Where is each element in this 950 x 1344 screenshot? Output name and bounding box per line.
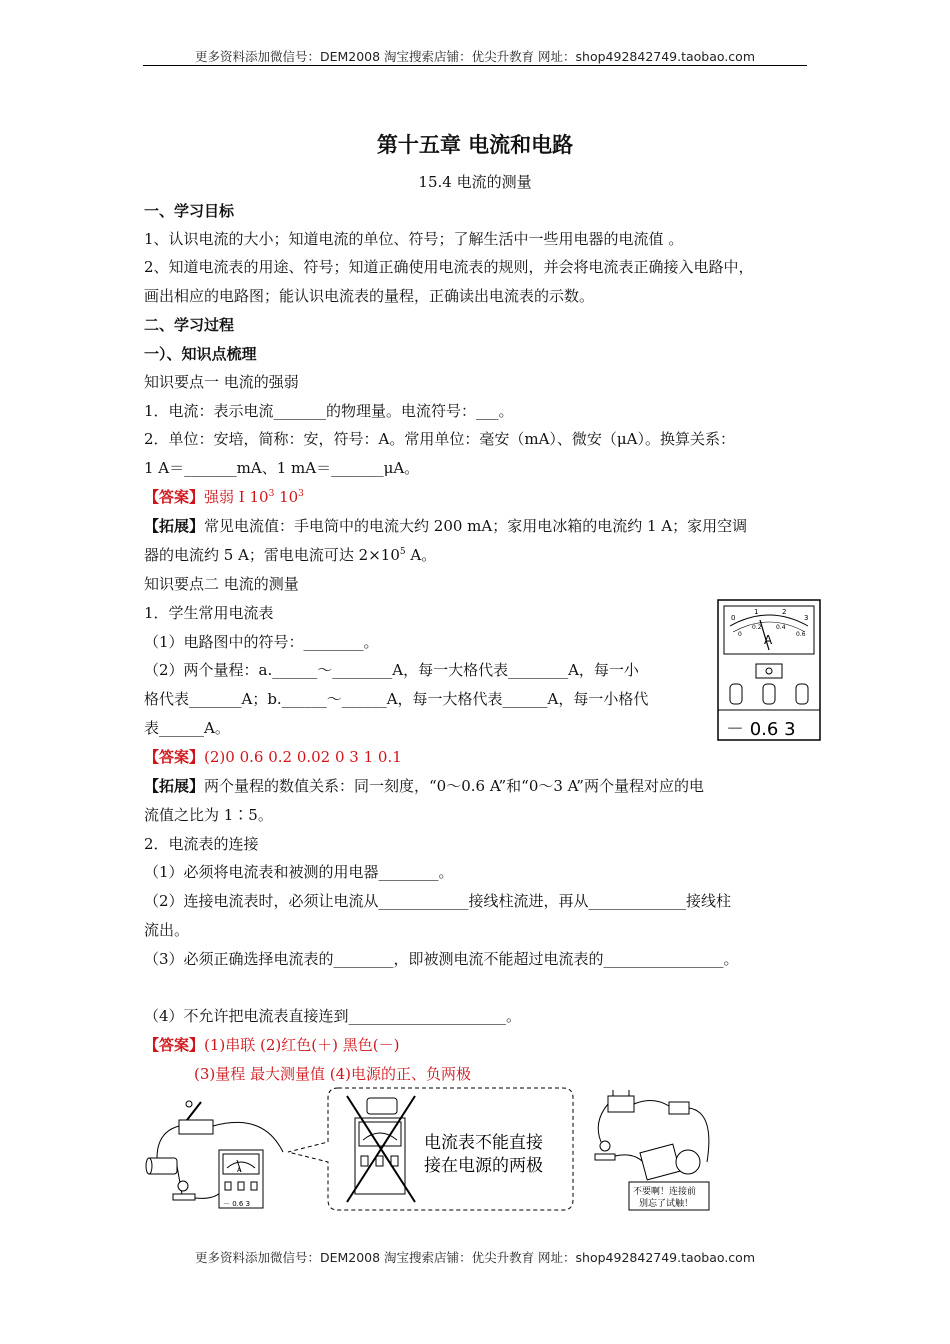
warn-text-1: 不要啊！连接前 (633, 1187, 697, 1197)
heading-goals: 一、学习目标 (144, 202, 235, 220)
knowledge-point-2: 知识要点二 电流的测量 (144, 575, 299, 593)
kp2-item-1: 1．学生常用电流表 (144, 604, 274, 622)
bubble-text-2: 接在电源的两极 (424, 1156, 543, 1176)
knowledge-point-1: 知识要点一 电流的强弱 (144, 373, 299, 391)
meter-terminals: － 0.6 3 (726, 719, 796, 740)
kp2-item-1-2c: 表______A。 (144, 719, 230, 737)
ammeter-illustration (716, 598, 822, 742)
left-circuit-icon (146, 1101, 283, 1208)
kp2-item-2-4: （4）不允许把电流表直接连到_____________________。 (144, 1007, 522, 1025)
page-footer: 更多资料添加微信号：DEM2008 淘宝搜索店铺：优尖升教育 网址：shop492842749.taobao.com (194, 1250, 756, 1265)
meter-top-tick: 0 (731, 614, 736, 622)
goal-2b: 画出相应的电路图；能认识电流表的量程，正确读出电流表的示数。 (144, 287, 595, 305)
heading-points: 一）、知识点梳理 (144, 345, 257, 363)
meter-top-tick: 1 (754, 608, 759, 616)
meter-unit: A (764, 633, 773, 647)
right-circuit-icon (595, 1090, 709, 1210)
kp2-item-2-3: （3）必须正确选择电流表的________，即被测电流不能超过电流表的________________。 (144, 950, 739, 968)
header-rule (143, 65, 807, 66)
svg-text:A: A (237, 1167, 242, 1174)
goal-1: 1、认识电流的大小；知道电流的单位、符号；了解生活中一些用电器的电流值 。 (144, 230, 684, 248)
answer-3b: (3)量程 最大测量值 (4)电源的正、负两极 (194, 1065, 472, 1083)
kp2-item-1-1: （1）电路图中的符号：________。 (144, 633, 379, 651)
kp1-item-2a: 2．单位：安培，简称：安，符号：A。常用单位：毫安（mA）、微安（μA）。换算关系： (144, 430, 736, 448)
meter-top-tick: 2 (782, 608, 787, 616)
warn-text-2: 别忘了试触！ (639, 1199, 694, 1209)
extension-2b: 流值之比为 1∶5。 (144, 806, 273, 824)
small-terminals: － 0.6 3 (223, 1200, 251, 1208)
meter-bottom-tick: 0 (738, 631, 742, 638)
extension-label: 【拓展】 (144, 517, 205, 535)
kp2-item-1-2b: 格代表_______A；b.______～______A，每一大格代表______A，每一小格代 (144, 690, 649, 708)
kp2-item-2: 2．电流表的连接 (144, 835, 259, 853)
section-subtitle: 15.4 电流的测量 (418, 173, 532, 191)
warning-bubble (288, 1088, 573, 1210)
meter-bottom-tick: 0.2 (752, 624, 762, 631)
page-header: 更多资料添加微信号：DEM2008 淘宝搜索店铺：优尖升教育 网址：shop492842749.taobao.com (194, 49, 756, 64)
kp2-item-2-2a: （2）连接电流表时，必须让电流从____________接线柱流进，再从_____________接线柱 (144, 892, 732, 910)
chapter-title: 第十五章 电流和电路 (376, 133, 574, 157)
meter-top-tick: 3 (804, 614, 809, 622)
answer-label: 【答案】 (144, 488, 205, 506)
answer-2: 【答案】(2)0 0.6 0.2 0.02 0 3 1 0.1 (144, 748, 402, 766)
extension-1a: 【拓展】常见电流值：手电筒中的电流大约 200 mA；家用电冰箱的电流约 1 A；家用空调 (144, 517, 748, 535)
bubble-text-1: 电流表不能直接 (424, 1133, 543, 1153)
kp1-item-2b: 1 A＝_______mA、1 mA＝_______μA。 (144, 459, 420, 477)
answer-3a: 【答案】(1)串联 (2)红色(＋) 黑色(－) (144, 1036, 400, 1054)
extension-1b: 器的电流约 5 A；雷电电流可达 $2\times 10^5$ A。 (144, 546, 437, 564)
kp2-item-2-2b: 流出。 (144, 921, 190, 939)
meter-bottom-tick: 0.6 (796, 631, 806, 638)
circuit-figure (143, 1082, 718, 1212)
goal-2a: 2、知道电流表的用途、符号；知道正确使用电流表的规则，并会将电流表正确接入电路中， (144, 258, 754, 276)
kp2-item-2-1: （1）必须将电流表和被测的用电器________。 (144, 863, 454, 881)
extension-2a: 【拓展】两个量程的数值关系：同一刻度，“0～0.6 A”和“0～3 A”两个量程对应的电 (144, 777, 704, 795)
kp1-item-1: 1．电流：表示电流_______的物理量。电流符号：___。 (144, 402, 514, 420)
meter-bottom-tick: 0.4 (776, 624, 786, 631)
answer-1: 【答案】强弱 I $10^3$ $10^3$ (144, 488, 304, 506)
kp2-item-1-2a: （2）两个量程：a.______～________A，每一大格代表________A，每一小 (144, 661, 639, 679)
heading-process: 二、学习过程 (144, 316, 235, 334)
